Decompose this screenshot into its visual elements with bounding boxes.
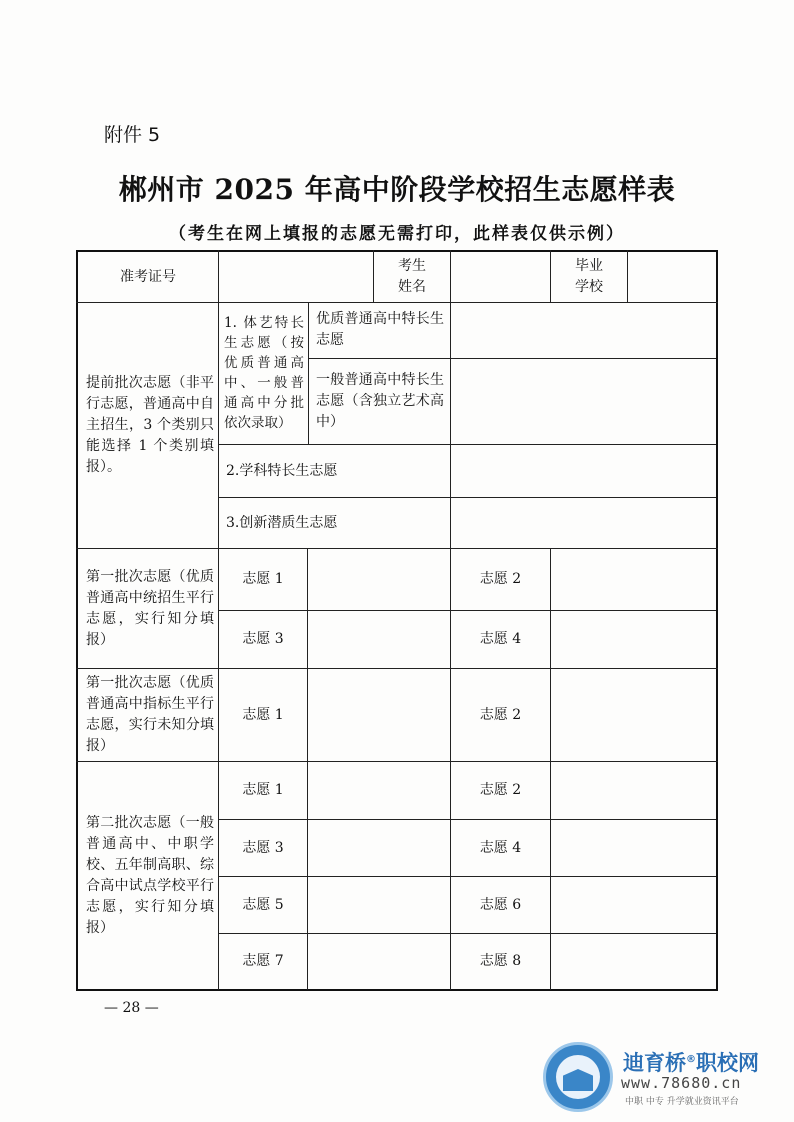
brand-name: 迪育桥 — [623, 1051, 686, 1075]
graduation-school-field[interactable] — [628, 252, 716, 302]
choice-field[interactable] — [308, 762, 450, 819]
choice-field[interactable] — [551, 611, 716, 668]
page-number: — 28 — — [104, 1000, 159, 1016]
choice-field[interactable] — [551, 877, 716, 933]
choice-label: 志愿 1 — [242, 782, 284, 798]
choice-field[interactable] — [551, 934, 716, 989]
choice-field[interactable] — [308, 820, 450, 876]
brand-url: www.78680.cn — [621, 1074, 742, 1092]
page-title: 郴州市 2025 年高中阶段学校招生志愿样表 — [118, 173, 676, 206]
innovation-potential-field[interactable] — [451, 498, 716, 548]
page-subtitle: （考生在网上填报的志愿无需打印，此样表仅供示例） — [169, 224, 625, 244]
choice-field[interactable] — [308, 611, 450, 668]
choice-field[interactable] — [551, 669, 716, 761]
choice-label: 志愿 2 — [479, 782, 522, 798]
general-specialty-label: 一般普通高中特长生志愿（含独立艺术高中） — [316, 372, 444, 430]
exam-id-label: 准考证号 — [120, 268, 176, 285]
watermark-logo[interactable] — [543, 1042, 793, 1122]
brand-slogan: 中职 中专 升学就业资讯平台 — [625, 1097, 739, 1107]
choice-field[interactable] — [308, 934, 450, 989]
choice-label: 志愿 6 — [479, 896, 522, 913]
arts-sports-label: 1. 体艺特长生志愿（按优质普通高中、一般普通高中分批依次录取） — [224, 315, 304, 431]
exam-id-field[interactable] — [219, 252, 373, 302]
choice-label: 志愿 2 — [479, 571, 522, 587]
choice-label: 志愿 7 — [242, 953, 284, 969]
quality-specialty-field[interactable] — [451, 303, 716, 358]
choice-label: 志愿 2 — [479, 706, 522, 723]
choice-field[interactable] — [551, 549, 716, 610]
choice-field[interactable] — [551, 820, 716, 876]
subject-specialty-label: 2.学科特长生志愿 — [226, 462, 338, 479]
choice-field[interactable] — [308, 669, 450, 761]
choice-label: 志愿 3 — [242, 631, 284, 647]
quality-specialty-label: 优质普通高中特长生志愿 — [316, 311, 444, 348]
subject-specialty-field[interactable] — [451, 445, 716, 497]
early-batch-label: 提前批次志愿（非平行志愿，普通高中自主招生，3 个类别只能选择 1 个类别填报）。 — [86, 374, 214, 475]
graduation-school-label: 毕业 学校 — [575, 258, 603, 295]
batch1-quota-label: 第一批次志愿（优质普通高中指标生平行志愿，实行未知分填报） — [86, 675, 214, 754]
choice-label: 志愿 4 — [479, 839, 522, 856]
choice-label: 志愿 1 — [242, 571, 284, 587]
brand-suffix: 职校网 — [696, 1051, 759, 1075]
candidate-name-field[interactable] — [451, 252, 550, 302]
choice-label: 志愿 1 — [242, 706, 284, 723]
school-emblem-icon — [543, 1042, 613, 1112]
choice-label: 志愿 8 — [479, 953, 522, 969]
choice-field[interactable] — [308, 549, 450, 610]
attachment-label: 附件 5 — [104, 124, 161, 146]
general-specialty-field[interactable] — [451, 359, 716, 444]
innovation-potential-label: 3.创新潜质生志愿 — [226, 514, 338, 531]
choice-label: 志愿 3 — [242, 839, 284, 856]
registered-mark: ® — [686, 1054, 696, 1065]
batch1-unified-label: 第一批次志愿（优质普通高中统招生平行志愿，实行知分填报） — [86, 568, 214, 648]
choice-field[interactable] — [551, 762, 716, 819]
choice-label: 志愿 5 — [242, 896, 284, 913]
batch2-label: 第二批次志愿（一般普通高中、中职学校、五年制高职、综合高中试点学校平行志愿，实行知分填报） — [86, 814, 214, 936]
choice-field[interactable] — [308, 877, 450, 933]
candidate-name-label: 考生 姓名 — [398, 258, 426, 295]
choice-label: 志愿 4 — [479, 631, 522, 647]
